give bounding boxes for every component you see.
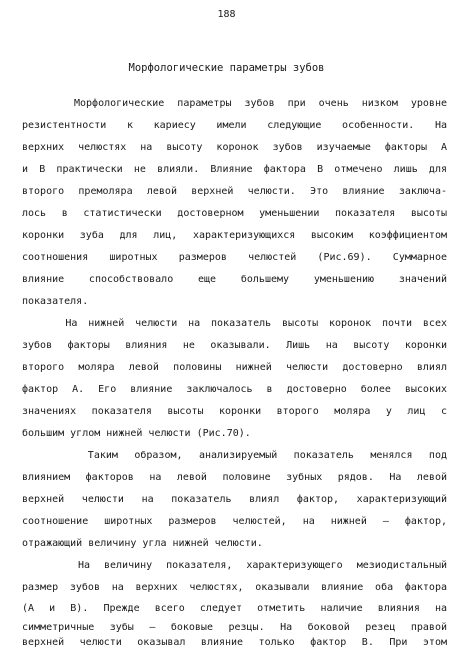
text-line: показателя.	[22, 296, 89, 307]
text-line: симметричные зубы – боковые резцы. На боковой резец правой	[22, 622, 447, 633]
text-line: На нижней челюсти на показатель высоты коронок почти всех	[22, 318, 447, 329]
text-line: значениях показателя высоты коронки второго моляра у лиц с	[22, 406, 447, 417]
text-line: зубов факторы влияния не оказывали. Лишь на высоту коронки	[22, 340, 447, 351]
text-line: резистентности к кариесу имели следующие особенности. На	[22, 120, 447, 131]
page-number: 188	[217, 9, 236, 20]
text-line: фактор А. Его влияние заключалось в достоверно более высоких	[22, 384, 447, 395]
text-line: большим углом нижней челюсти (Рис.70).	[22, 428, 251, 439]
text-line: верхней челюсти на показатель влиял фактор, характеризующий	[22, 494, 447, 505]
text-line: второго моляра левой половины нижней челюсти достоверно влиял	[22, 362, 447, 373]
text-line: коронки зуба для лиц, характеризующихся высоким коэффициентом	[22, 230, 447, 241]
section-heading: Морфологические параметры зубов	[128, 62, 325, 74]
text-line: (А и В). Прежде всего следует отметить наличие влияния на	[22, 603, 447, 614]
text-line: Таким образом, анализируемый показатель менялся под	[22, 450, 447, 461]
text-line: влияние способствовало еще большему уменьшению значений	[22, 274, 447, 285]
text-line: соотношение широтных размеров челюстей, на нижней – фактор,	[22, 516, 447, 527]
text-line: Морфологические параметры зубов при очень низком уровне	[22, 98, 447, 109]
text-line: и В практически не влияли. Влияние фактора В отмечено лишь для	[22, 164, 447, 175]
text-line: влиянием факторов на левой половине зубных рядов. На левой	[22, 472, 447, 483]
text-line: верхней челюсти оказывал влияние только фактор В. При этом	[22, 637, 447, 648]
text-line: верхних челюстях на высоту коронок зубов изучаемые факторы А	[22, 142, 447, 153]
text-line: размер зубов на верхних челюстях, оказывали влияние оба фактора	[22, 582, 447, 593]
text-line: второго премоляра левой верхней челюсти. Это влияние заключа-	[22, 186, 447, 197]
text-line: лось в статистически достоверном уменьшении показателя высоты	[22, 208, 447, 219]
text-line: отражающий величину угла нижней челюсти.	[22, 538, 263, 549]
text-line: соотношения широтных размеров челюстей (Рис.69). Суммарное	[22, 252, 447, 263]
text-line: На величину показателя, характеризующего мезиодистальный	[22, 560, 447, 571]
